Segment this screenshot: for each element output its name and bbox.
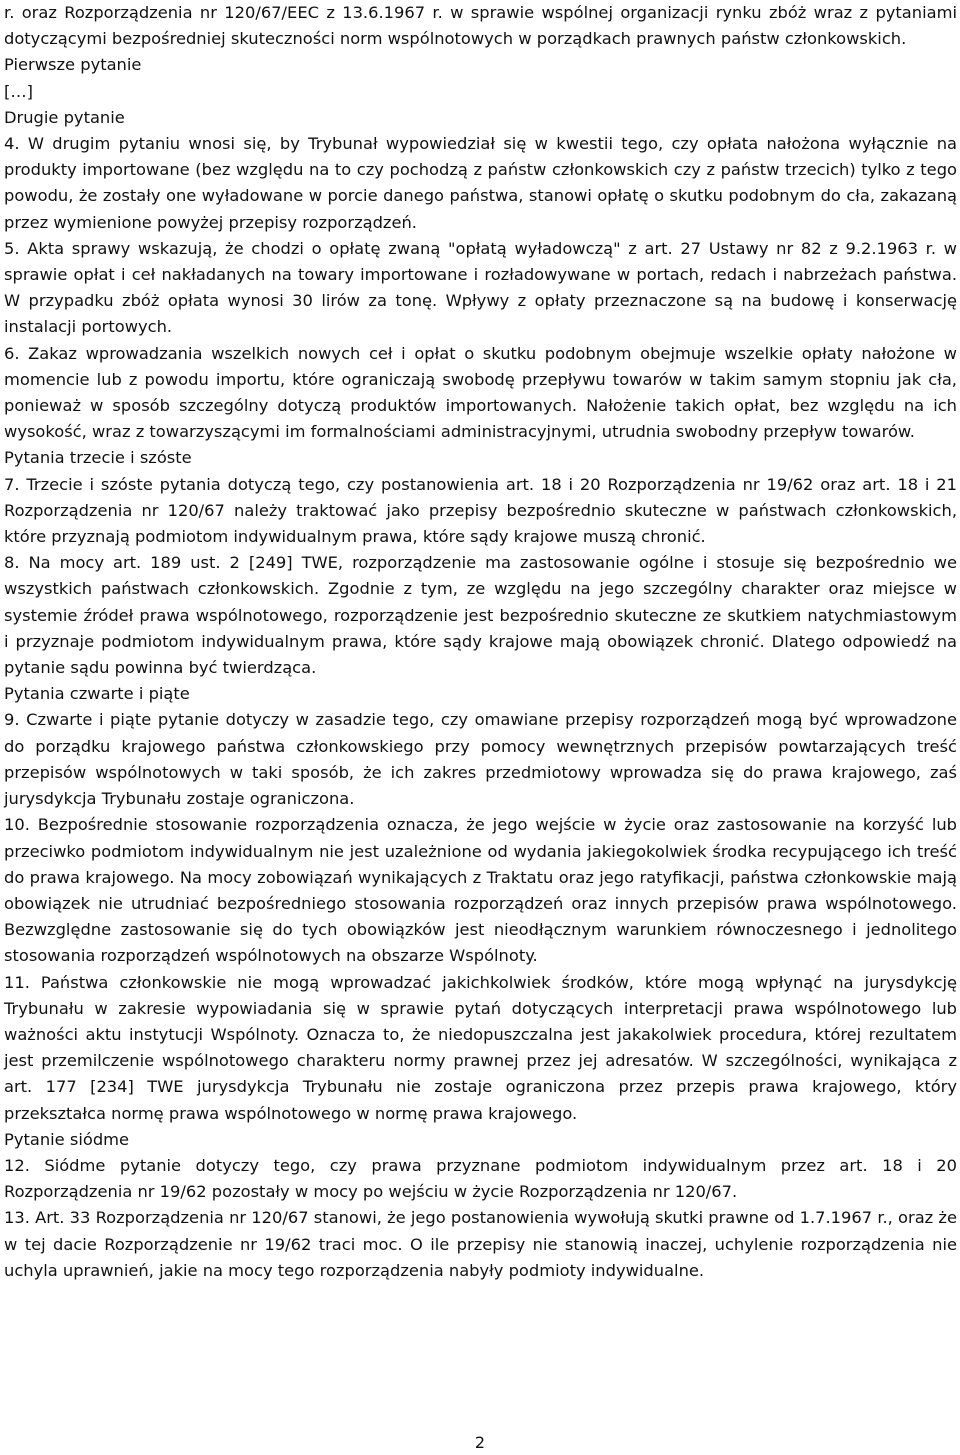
section-heading-seventh-question: Pytanie siódme	[4, 1129, 130, 1149]
paragraph-4: 4. W drugim pytaniu wnosi się, by Trybunał wypowiedział się w kwestii tego, czy opłata nałożona wyłącznie na produkty importowane (bez względu na to czy pochodzą z państw członkowskich czy z państw trzecich) tylko z tego powodu, że zostały one wyładowane w porcie danego państwa, stanowi opłatę o skutku podobnym do cła, zakazaną przez wymienione powyżej przepisy rozporządzeń.	[4, 134, 957, 232]
paragraph-11: 11. Państwa członkowskie nie mogą wprowadzać jakichkolwiek środków, które mogą wpłynąć na jurysdykcję Trybunału w zakresie wypowiadania się w sprawie pytań dotyczących interpretacji prawa wspólnotowego lub ważności aktu instytucji Wspólnoty. Oznacza to, że niedopuszczalna jest jakakolwiek procedura, której rezultatem jest przemilczenie wspólnotowego charakteru normy prawnej przez jej adresatów. W szczególności, wynikająca z art. 177 [234] TWE jurysdykcja Trybunału nie zostaje ograniczona przez przepis prawa krajowego, który przekształca normę prawa wspólnotowego w normę prawa krajowego.	[4, 972, 957, 1123]
omission-marker: […]	[4, 81, 33, 101]
paragraph-13: 13. Art. 33 Rozporządzenia nr 120/67 stanowi, że jego postanowienia wywołują skutki prawne od 1.7.1967 r., oraz że w tej dacie Rozporządzenie nr 19/62 traci moc. O ile przepisy nie stanowią inaczej, uchylenie rozporządzenia nie uchyla uprawnień, jakie na mocy tego rozporządzenia nabyły podmioty indywidualne.	[4, 1208, 957, 1280]
section-heading-fourth-fifth-questions: Pytania czwarte i piąte	[4, 684, 190, 704]
section-heading-third-sixth-questions: Pytania trzecie i szóste	[4, 448, 192, 468]
document-body	[4, 0, 957, 1284]
page-number: 2	[474, 1433, 486, 1452]
paragraph-continuation: r. oraz Rozporządzenia nr 120/67/EEC z 13.6.1967 r. w sprawie wspólnej organizacji rynku zbóż wraz z pytaniami dotyczącymi bezpośredniej skuteczności norm wspólnotowych w porządkach prawnych państw członkowskich.	[4, 3, 957, 49]
paragraph-8: 8. Na mocy art. 189 ust. 2 [249] TWE, rozporządzenie ma zastosowanie ogólne i stosuje się bezpośrednio we wszystkich państwach członkowskich. Zgodnie z tym, ze względu na jego szczególny charakter oraz miejsce w systemie źródeł prawa wspólnotowego, rozporządzenie jest bezpośrednio skuteczne ze skutkiem natychmiastowym i przyznaje podmiotom indywidualnym prawa, które sądy krajowe mają obowiązek chronić. Dlatego odpowiedź na pytanie sądu powinna być twierdząca.	[4, 553, 957, 678]
paragraph-9: 9. Czwarte i piąte pytanie dotyczy w zasadzie tego, czy omawiane przepisy rozporządzeń mogą być wprowadzone do porządku krajowego państwa członkowskiego przy pomocy wewnętrznych przepisów powtarzających treść przepisów wspólnotowych w taki sposób, że ich zakres przedmiotowy wprowadza się do prawa krajowego, zaś jurysdykcja Trybunału zostaje ograniczona.	[4, 710, 957, 809]
paragraph-12: 12. Siódme pytanie dotyczy tego, czy prawa przyznane podmiotom indywidualnym przez art. 18 i 20 Rozporządzenia nr 19/62 pozostały w mocy po wejściu w życie Rozporządzenia nr 120/67.	[4, 1155, 957, 1202]
paragraph-6: 6. Zakaz wprowadzania wszelkich nowych ceł i opłat o skutku podobnym obejmuje wszelkie opłaty nałożone w momencie lub z powodu importu, które ograniczają swobodę przepływu towarów w takim samym stopniu jak cła, ponieważ w sposób szczególny dotyczą produktów importowanych. Nałożenie takich opłat, bez względu na ich wysokość, wraz z towarzyszącymi im formalnościami administracyjnymi, utrudnia swobodny przepływ towarów.	[4, 343, 957, 442]
paragraph-5: 5. Akta sprawy wskazują, że chodzi o opłatę zwaną "opłatą wyładowczą" z art. 27 Ustawy nr 82 z 9.2.1963 r. w sprawie opłat i ceł nakładanych na towary importowane i rozładowywane w portach, redach i nabrzeżach państwa. W przypadku zbóż opłata wynosi 30 lirów za tonę. Wpływy z opłaty przeznaczone są na budowę i konserwację instalacji portowych.	[4, 238, 957, 337]
section-heading-second-question: Drugie pytanie	[4, 107, 125, 127]
paragraph-7: 7. Trzecie i szóste pytania dotyczą tego, czy postanowienia art. 18 i 20 Rozporządzenia nr 19/62 oraz art. 18 i 21 Rozporządzenia nr 120/67 należy traktować jako przepisy bezpośrednio skuteczne w państwach członkowskich, które przyznają podmiotom indywidualnym prawa, które sądy krajowe muszą chronić.	[4, 474, 957, 547]
paragraph-10: 10. Bezpośrednie stosowanie rozporządzenia oznacza, że jego wejście w życie oraz zastosowanie na korzyść lub przeciwko podmiotom indywidualnym nie jest uzależnione od wydania jakiegokolwiek środka recypującego ich treść do prawa krajowego. Na mocy zobowiązań wynikających z Traktatu oraz jego ratyfikacji, państwa członkowskie mają obowiązek nie utrudniać bezpośredniego stosowania rozporządzeń oraz innych przepisów prawa wspólnotowego. Bezwzględne zastosowanie się do tych obowiązków jest nieodłącznym warunkiem równoczesnego i jednolitego stosowania rozporządzeń wspólnotowych na obszarze Wspólnoty.	[4, 815, 957, 966]
section-heading-first-question: Pierwsze pytanie	[4, 55, 142, 75]
